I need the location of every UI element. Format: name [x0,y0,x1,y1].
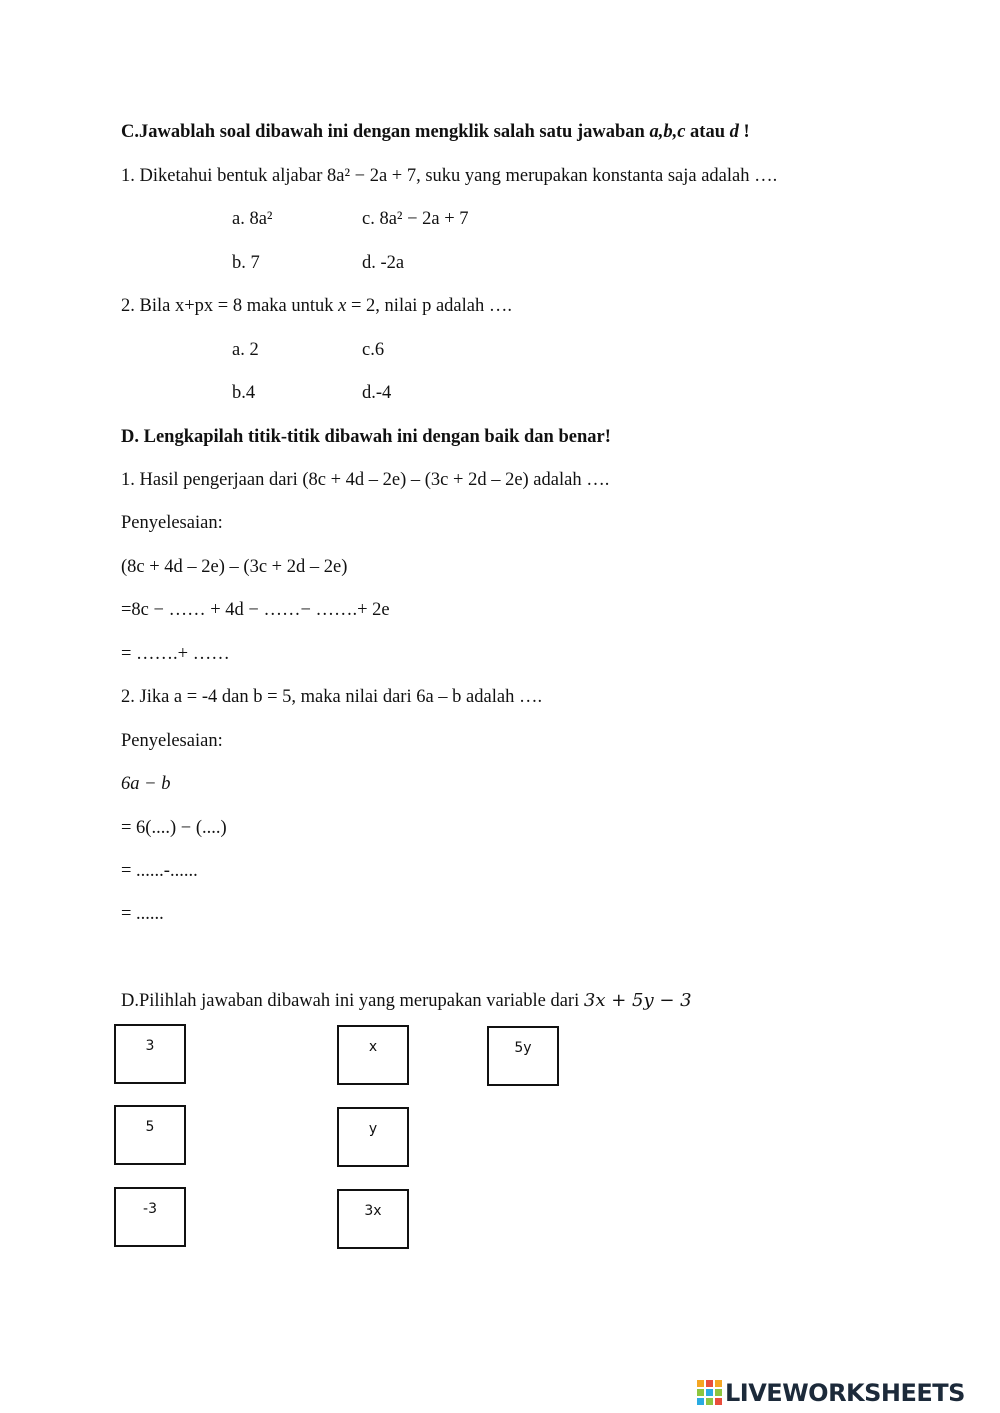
choice-label: 3x [364,1203,382,1219]
choice-label: x [368,1039,378,1055]
prompt-expression: 3x + 5y − 3 [583,990,692,1011]
section-c-heading [121,120,750,144]
choice-box[interactable] [337,1025,409,1085]
question-c2 [121,294,512,318]
d2-line-1: 6a − b [121,774,171,794]
liveworksheets-logo [697,1379,993,1407]
question-d2: 2. Jika a = -4 dan b = 5, maka nilai dari 6a – b adalah …. [121,687,543,707]
d2-solution-label: Penyelesaian: [121,731,223,751]
choice-box[interactable] [337,1107,409,1167]
liveworksheets-logo-icon [697,1380,723,1406]
section-d-heading: D. Lengkapilah titik-titik dibawah ini dengan baik dan benar! [121,427,611,447]
d1-line-1: (8c + 4d – 2e) – (3c + 2d – 2e) [121,557,348,577]
question-d1: 1. Hasil pengerjaan dari (8c + 4d – 2e) – (3c + 2d – 2e) adalah …. [121,470,610,490]
c2-option-b[interactable]: b.4 [232,383,256,403]
c2-option-a[interactable]: a. 2 [232,340,259,360]
d1-line-3[interactable]: = …….+ …… [121,644,230,664]
choice-box[interactable] [114,1105,186,1165]
heading-text: C.Jawablah soal dibawah ini dengan mengklik salah satu jawaban [121,122,650,142]
choice-box[interactable] [487,1026,559,1086]
c2-option-c[interactable]: c.6 [362,340,385,360]
c1-option-b[interactable]: b. 7 [232,253,260,273]
d2-line-3[interactable]: = ......-...... [121,861,198,881]
choice-label: 5 [145,1119,155,1135]
choice-label: 5y [514,1040,532,1056]
c1-option-a[interactable]: a. 8a² [232,209,273,229]
question-c1: 1. Diketahui bentuk aljabar 8a² − 2a + 7, suku yang merupakan konstanta saja adalah …. [121,166,778,186]
section-d2-prompt [121,989,692,1013]
question-c2-var: x [338,296,347,316]
heading-options: a,b,c [649,122,686,142]
liveworksheets-logo-text: LIVEWORKSHEETS [725,1379,965,1407]
question-c2-text-end: = 2, nilai p adalah …. [346,296,512,316]
prompt-text: D.Pilihlah jawaban dibawah ini yang merupakan variable dari [121,991,584,1011]
choice-box[interactable] [337,1189,409,1249]
choice-label: -3 [143,1201,157,1217]
d1-line-2[interactable]: =8c − …… + 4d − ……− …….+ 2e [121,600,390,620]
d2-line-4[interactable]: = ...... [121,904,164,924]
c1-option-d[interactable]: d. -2a [362,253,405,273]
heading-text-end: ! [738,122,750,142]
c1-option-c[interactable]: c. 8a² − 2a + 7 [362,209,469,229]
d1-solution-label: Penyelesaian: [121,513,223,533]
choice-box[interactable] [114,1024,186,1084]
choice-box[interactable] [114,1187,186,1247]
question-c2-text: 2. Bila x+px = 8 maka untuk [121,296,339,316]
heading-text-mid: atau [685,122,730,142]
c2-option-d[interactable]: d.-4 [362,383,392,403]
choice-label: y [368,1121,378,1137]
choice-label: 3 [145,1038,155,1054]
d2-line-2[interactable]: = 6(....) − (....) [121,818,227,838]
heading-option-d: d [729,122,739,142]
